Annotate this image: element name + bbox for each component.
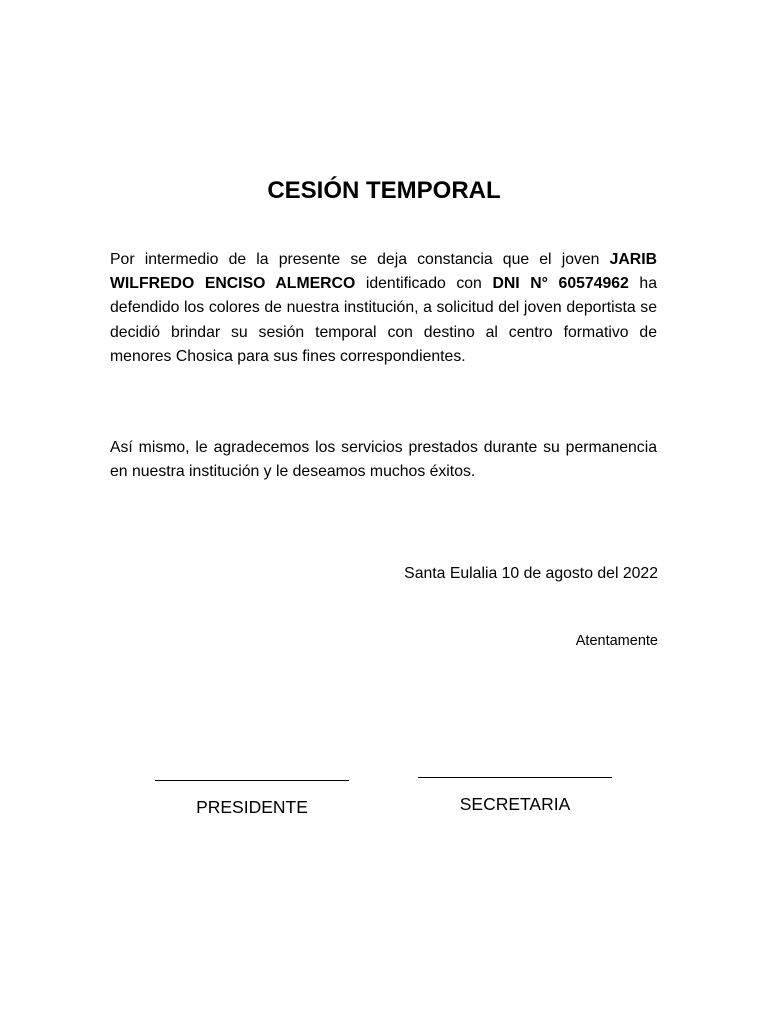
document-title: CESIÓN TEMPORAL <box>267 177 501 204</box>
student-dni: DNI N° 60574962 <box>492 275 629 293</box>
paragraph-1-intro: Por intermedio de la presente se deja constancia que el joven <box>110 251 610 268</box>
body-paragraph-2: Así mismo, le agradecemos los servicios prestados durante su permanencia en nuestra institución y le deseamos muchos éxitos. <box>110 439 657 481</box>
student-name: JARIB WILFREDO ENCISO ALMERCO <box>110 251 657 293</box>
president-signature-line <box>155 780 349 781</box>
secretary-signature-label: SECRETARIA <box>459 794 571 814</box>
closing-text: Atentamente <box>575 633 658 649</box>
body-paragraph-1 <box>110 248 657 369</box>
paragraph-1-rest: ha defendido los colores de nuestra institución, a solicitud del joven deportista se decidió brindar su sesión temporal con destino al centro formativo de menores Chosica para sus fines correspondientes. <box>110 275 658 365</box>
president-signature-label: PRESIDENTE <box>196 797 308 817</box>
paragraph-1-identified-with: identificado con <box>355 275 493 293</box>
secretary-signature-line <box>418 777 612 778</box>
date-line: Santa Eulalia 10 de agosto del 2022 <box>404 565 658 582</box>
